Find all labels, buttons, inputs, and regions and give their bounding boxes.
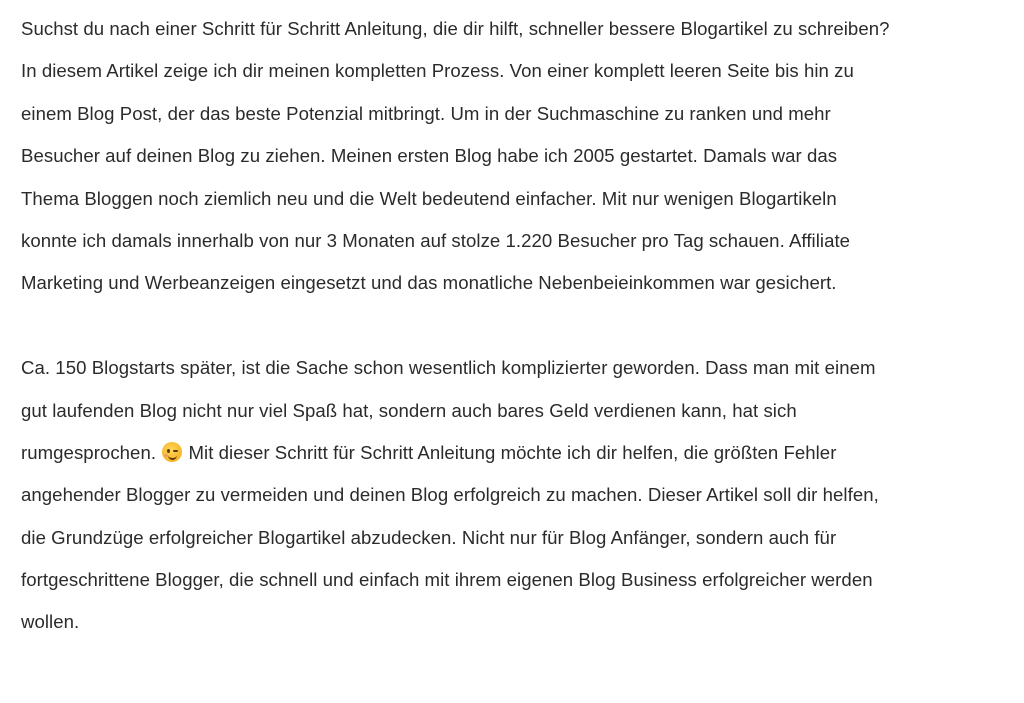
paragraph-spacer — [21, 305, 1021, 347]
text-line: In diesem Artikel zeige ich dir meinen kompletten Prozess. Von einer komplett leeren Seite bis hin zu — [21, 60, 854, 82]
text-line: Ca. 150 Blogstarts später, ist die Sache schon wesentlich komplizierter geworden. Dass man mit einem — [21, 357, 876, 379]
text-line-with-emoji — [21, 432, 1021, 474]
text-line: fortgeschrittene Blogger, die schnell und einfach mit ihrem eigenen Blog Business erfolgreicher werden — [21, 569, 873, 591]
text-line: Thema Bloggen noch ziemlich neu und die Welt bedeutend einfacher. Mit nur wenigen Blogartikeln — [21, 187, 837, 209]
text-line: die Grundzüge erfolgreicher Blogartikel abzudecken. Nicht nur für Blog Anfänger, sondern auch für — [21, 526, 837, 548]
text-line: Marketing und Werbeanzeigen eingesetzt und das monatliche Nebenbeieinkommen war gesichert. — [21, 272, 837, 294]
text-line: einem Blog Post, der das beste Potenzial mitbringt. Um in der Suchmaschine zu ranken und mehr — [21, 102, 831, 124]
text-line: Besucher auf deinen Blog zu ziehen. Meinen ersten Blog habe ich 2005 gestartet. Damals war das — [21, 145, 838, 167]
text-segment: Mit dieser Schritt für Schritt Anleitung möchte ich dir helfen, die größten Fehler — [188, 441, 837, 463]
paragraph-intro — [21, 8, 1021, 305]
paragraph-second — [21, 347, 1021, 644]
article-body — [21, 8, 1021, 644]
text-segment: rumgesprochen. — [21, 441, 157, 463]
text-line: konnte ich damals innerhalb von nur 3 Monaten auf stolze 1.220 Besucher pro Tag schauen. Affiliate — [21, 229, 851, 251]
text-line: wollen. — [21, 611, 80, 633]
text-line: gut laufenden Blog nicht nur viel Spaß hat, sondern auch bares Geld verdienen kann, hat sich — [21, 399, 797, 421]
text-line: angehender Blogger zu vermeiden und deinen Blog erfolgreich zu machen. Dieser Artikel soll dir helfen, — [21, 484, 879, 506]
winking-face-emoji-icon — [162, 442, 182, 462]
text-line: Suchst du nach einer Schritt für Schritt Anleitung, die dir hilft, schneller bessere Blogartikel zu schreiben? — [21, 18, 890, 39]
